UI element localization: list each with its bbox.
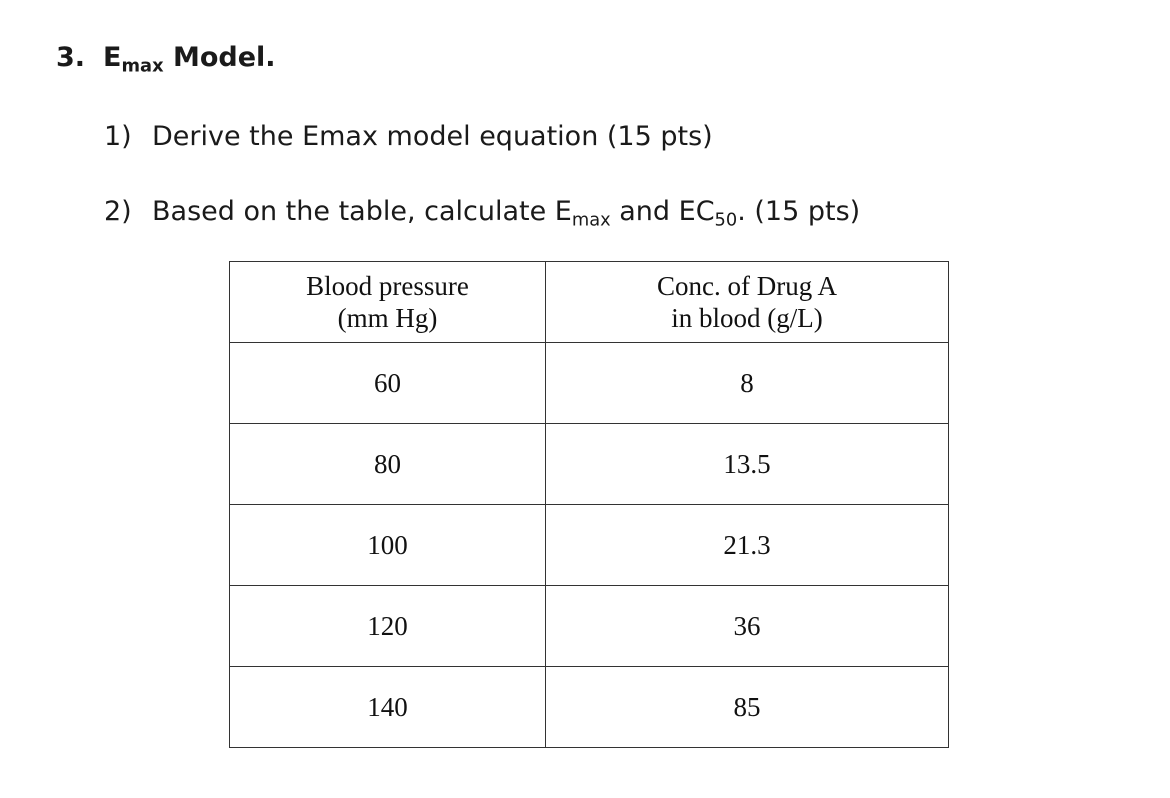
question-2-text-c: . (15 pts): [737, 196, 861, 227]
question-2-subscript-max: max: [571, 209, 611, 231]
concentration-cell: 85: [546, 667, 949, 748]
question-2-number: 2): [104, 196, 132, 227]
concentration-cell: 13.5: [546, 424, 949, 505]
table-row: [230, 586, 949, 667]
problem-title-rest: Model.: [163, 42, 276, 73]
concentration-cell: 36: [546, 586, 949, 667]
blood-pressure-cell: 140: [230, 667, 546, 748]
header-drug-concentration: [546, 262, 949, 343]
problem-heading: [56, 42, 276, 77]
table-row: [230, 667, 949, 748]
table-header-row: [230, 262, 949, 343]
header-drug-concentration-line-1: Conc. of Drug A: [657, 270, 837, 301]
question-2: [104, 196, 861, 231]
question-2-text-b: and EC: [610, 196, 715, 227]
data-table: [229, 261, 949, 748]
question-2-text-a: Based on the table, calculate E: [152, 196, 572, 227]
problem-title-main: E: [103, 42, 122, 73]
table-row: [230, 505, 949, 586]
table-row: [230, 343, 949, 424]
concentration-cell: 8: [546, 343, 949, 424]
concentration-cell: 21.3: [546, 505, 949, 586]
problem-title-subscript: max: [121, 55, 164, 77]
blood-pressure-cell: 120: [230, 586, 546, 667]
blood-pressure-cell: 80: [230, 424, 546, 505]
question-2-subscript-50: 50: [714, 209, 738, 231]
question-1-number: 1): [104, 121, 132, 152]
header-drug-concentration-line-2: in blood (g/L): [671, 303, 823, 333]
problem-number: 3.: [56, 42, 86, 73]
table-row: [230, 424, 949, 505]
header-blood-pressure-line-1: Blood pressure: [306, 270, 469, 301]
question-1-text: Derive the Emax model equation (15 pts): [152, 121, 713, 152]
header-blood-pressure: [230, 262, 546, 343]
blood-pressure-cell: 100: [230, 505, 546, 586]
blood-pressure-cell: 60: [230, 343, 546, 424]
question-1: [104, 123, 713, 150]
header-blood-pressure-line-2: (mm Hg): [337, 303, 438, 333]
